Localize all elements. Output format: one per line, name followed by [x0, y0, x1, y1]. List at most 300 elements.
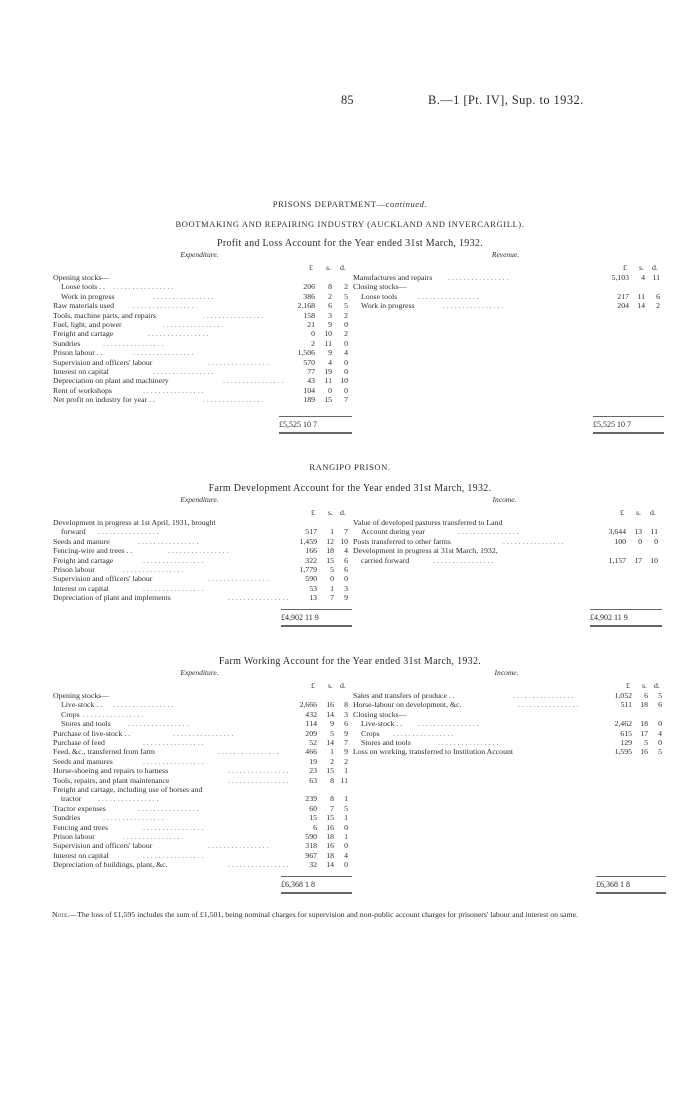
pounds-value: 15: [309, 813, 317, 823]
leader-dots: . . . . . . . . . . . . . . . .: [438, 738, 499, 747]
pence-head: d.: [340, 508, 346, 517]
leader-dots: . . . . . . . . . . . . . . . .: [143, 555, 204, 565]
shillings-value: 1: [330, 583, 334, 593]
pounds-value: 60: [309, 803, 317, 813]
account-row: [353, 282, 664, 291]
pounds-value: 129: [620, 738, 632, 747]
shillings-value: 2: [330, 756, 334, 766]
account-row: [353, 691, 666, 700]
row-label: Loose tools . .: [61, 282, 105, 292]
pence-value: 1: [344, 794, 348, 804]
account-row: [53, 813, 352, 822]
shillings-value: 13: [634, 527, 642, 537]
row-label: Prison labour: [53, 832, 95, 841]
row-label: Tools, repairs, and plant maintenance: [53, 775, 170, 785]
pounds-value: 32: [309, 860, 317, 870]
pence-value: 5: [658, 691, 662, 700]
account-row: [53, 292, 352, 301]
leader-dots: . . . . . . . . . . . . . . . .: [518, 700, 579, 710]
row-label: Seeds and manure: [53, 536, 110, 546]
pence-head: d.: [340, 263, 346, 272]
account-row: [53, 766, 352, 775]
account-row: [53, 776, 352, 785]
row-label: Horse-shoeing and repairs to harness: [53, 766, 169, 776]
shillings-value: 14: [326, 709, 334, 719]
shillings-value: 16: [326, 822, 334, 832]
leader-dots: . . . . . . . . . . . . . . . .: [513, 691, 574, 700]
pounds-value: 322: [305, 555, 317, 565]
leader-dots: . . . . . . . . . . . . . . . .: [143, 850, 204, 860]
shillings-value: 15: [324, 395, 332, 405]
leader-dots: . . . . . . . . . . . . . . . .: [113, 282, 174, 292]
pounds-value: 53: [309, 583, 317, 593]
pence-value: 0: [344, 860, 348, 870]
leader-dots: . . . . . . . . . . . . . . . .: [393, 728, 454, 738]
row-label: Net profit on industry for year . .: [53, 395, 155, 405]
row-label: Prison labour . .: [53, 348, 103, 358]
pound-head: £: [311, 681, 315, 690]
pence-value: 7: [344, 738, 348, 747]
account-row: [53, 804, 352, 813]
pence-value: 0: [344, 338, 348, 348]
row-label: Raw materials used: [53, 301, 115, 311]
leader-dots: . . . . . . . . . . . . . . . .: [98, 794, 159, 804]
pounds-value: 189: [303, 395, 315, 405]
pence-value: 2: [344, 329, 348, 339]
total-double-rule: [596, 892, 666, 894]
row-label: Development in progress at 31st March, 1932,: [353, 546, 498, 556]
shillings-value: 5: [644, 738, 648, 747]
shillings-value: 9: [330, 719, 334, 729]
pounds-value: 466: [305, 747, 317, 757]
row-label: Manufactures and repairs: [353, 273, 433, 282]
pence-value: 5: [344, 291, 348, 301]
total-amount: £6,368 1 8: [281, 880, 315, 889]
pence-value: 0: [344, 367, 348, 376]
pence-value: 4: [344, 348, 348, 358]
account-row: [353, 546, 662, 555]
leader-dots: . . . . . . . . . . . . . . . .: [228, 766, 289, 776]
pence-head: d.: [340, 681, 346, 690]
account-row: [53, 537, 352, 546]
shillings-value: 17: [634, 555, 642, 565]
pound-head: £: [309, 263, 313, 272]
pounds-value: 21: [307, 320, 315, 329]
shillings-value: 19: [324, 367, 332, 376]
shillings-value: 5: [330, 565, 334, 574]
pounds-value: 206: [303, 282, 315, 292]
total-rule: [281, 876, 352, 877]
row-label: Purchase of feed: [53, 738, 105, 747]
row-label: Supervision and officers' labour: [53, 574, 153, 584]
account-row: [353, 747, 666, 756]
pence-head: d.: [650, 508, 656, 517]
total-amount: £5,525 10 7: [593, 420, 631, 429]
account-row: [53, 546, 352, 555]
prison-title: RANGIPO PRISON.: [309, 462, 391, 472]
account-row: [353, 710, 666, 719]
leader-dots: . . . . . . . . . . . . . . . .: [138, 803, 199, 813]
leader-dots: . . . . . . . . . . . . . . . .: [443, 301, 504, 311]
pounds-value: 615: [620, 728, 632, 738]
account-row: [53, 710, 352, 719]
account-row: [53, 518, 352, 527]
account-row: [53, 311, 352, 320]
shillings-value: 9: [328, 348, 332, 358]
column-heading: Income.: [492, 495, 517, 504]
farm-working-account-title: Farm Working Account for the Year ended 31st March, 1932.: [218, 656, 482, 667]
shillings-value: 15: [326, 766, 334, 776]
account-row: [53, 320, 352, 329]
shilling-head: s.: [326, 263, 331, 272]
pence-value: 6: [656, 291, 660, 301]
pound-head: £: [623, 263, 627, 272]
pence-value: 11: [652, 273, 660, 282]
shillings-value: 14: [326, 738, 334, 747]
leader-dots: . . . . . . . . . . . . . . . .: [418, 719, 479, 729]
pence-value: 11: [340, 775, 348, 785]
row-label: Supervision and officers' labour: [53, 357, 153, 367]
pound-head: £: [626, 681, 630, 690]
pence-value: 3: [344, 583, 348, 593]
leader-dots: . . . . . . . . . . . . . . . .: [83, 709, 144, 719]
leader-dots: . . . . . . . . . . . . . . . .: [113, 700, 174, 710]
shillings-value: 1: [330, 747, 334, 757]
pence-value: 2: [344, 282, 348, 292]
pounds-value: 432: [305, 709, 317, 719]
leader-dots: . . . . . . . . . . . . . . . .: [143, 385, 204, 395]
pence-head: d.: [654, 681, 660, 690]
row-label: Prison labour: [53, 565, 95, 574]
pence-value: 1: [344, 813, 348, 823]
pounds-value: 590: [305, 832, 317, 841]
shillings-value: 1: [330, 527, 334, 537]
row-label: Opening stocks—: [53, 273, 110, 282]
pence-value: 0: [344, 574, 348, 584]
shillings-value: 8: [328, 282, 332, 292]
row-label: Purchase of live-stock . .: [53, 728, 131, 738]
total-amount: £4,902 11 9: [590, 613, 628, 622]
pounds-value: 2: [311, 338, 315, 348]
pence-value: 2: [656, 301, 660, 311]
shillings-value: 15: [326, 813, 334, 823]
leader-dots: . . . . . . . . . . . . . . . .: [98, 527, 159, 537]
pounds-value: 6: [313, 822, 317, 832]
pence-value: 6: [344, 555, 348, 565]
total-amount: £5,525 10 7: [279, 420, 317, 429]
account-row: [53, 556, 352, 565]
pounds-value: 1,459: [299, 536, 317, 546]
leader-dots: . . . . . . . . . . . . . . . .: [168, 546, 229, 556]
account-row: [53, 691, 352, 700]
pence-value: 0: [658, 719, 662, 729]
total-double-rule: [279, 432, 352, 434]
account-row: [53, 386, 352, 395]
pence-value: 0: [344, 357, 348, 367]
pounds-value: 158: [303, 310, 315, 320]
account-row: [53, 282, 352, 291]
pence-value: 9: [344, 728, 348, 738]
total-rule: [281, 609, 352, 610]
row-label: Depreciation of plant and implements: [53, 593, 171, 603]
pounds-value: 0: [311, 329, 315, 339]
row-label: Sundries: [53, 338, 81, 348]
footnote: [52, 910, 644, 920]
total-double-rule: [590, 625, 662, 627]
shillings-value: 16: [640, 747, 648, 757]
shillings-value: 8: [330, 775, 334, 785]
shillings-value: 14: [326, 860, 334, 870]
pound-head: £: [620, 508, 624, 517]
shilling-head: s.: [328, 681, 333, 690]
pence-value: 0: [658, 738, 662, 747]
footnote-label: Note.: [52, 910, 70, 919]
account-row: [53, 574, 352, 583]
account-row: [53, 729, 352, 738]
leader-dots: . . . . . . . . . . . . . . . .: [228, 860, 289, 870]
pence-value: 7: [344, 527, 348, 537]
leader-dots: . . . . . . . . . . . . . . . .: [133, 301, 194, 311]
shillings-value: 11: [324, 376, 332, 386]
leader-dots: . . . . . . . . . . . . . . . .: [433, 555, 494, 565]
account-row: [53, 376, 352, 385]
pounds-value: 239: [305, 794, 317, 804]
column-heading: Income.: [494, 668, 519, 677]
pence-head: d.: [652, 263, 658, 272]
account-row: [353, 301, 664, 310]
account-row: [53, 719, 352, 728]
leader-dots: . . . . . . . . . . . . . . . .: [103, 813, 164, 823]
pounds-value: 217: [617, 291, 629, 301]
shillings-value: 10: [324, 329, 332, 339]
account-row: [53, 584, 352, 593]
shilling-head: s.: [328, 508, 333, 517]
row-label: Interest on capital: [53, 583, 109, 593]
pence-value: 11: [650, 527, 658, 537]
shillings-value: 7: [330, 803, 334, 813]
shilling-head: s.: [642, 681, 647, 690]
account-row: [53, 794, 352, 803]
account-row: [53, 565, 352, 574]
row-label: Stores and tools: [61, 719, 111, 729]
row-label: Closing stocks—: [353, 709, 407, 719]
pence-value: 2: [344, 310, 348, 320]
leader-dots: . . . . . . . . . . . . . . . .: [143, 822, 204, 832]
pound-head: £: [311, 508, 315, 517]
account-row: [53, 757, 352, 766]
leader-dots: . . . . . . . . . . . . . . . .: [143, 756, 204, 766]
pence-value: 10: [340, 536, 348, 546]
account-row: [53, 738, 352, 747]
leader-dots: . . . . . . . . . . . . . . . .: [208, 574, 269, 584]
pence-value: 8: [344, 700, 348, 710]
row-label: Horse-labour on development, &c.: [353, 700, 462, 710]
department-continued: continued.: [385, 199, 428, 209]
leader-dots: . . . . . . . . . . . . . . . .: [223, 376, 284, 386]
row-label: Interest on capital: [53, 850, 109, 860]
pounds-value: 511: [620, 700, 632, 710]
pounds-value: 63: [309, 775, 317, 785]
total-double-rule: [593, 432, 664, 434]
row-label: Seeds and manures: [53, 756, 113, 766]
pounds-value: 204: [617, 301, 629, 311]
column-heading: Expenditure.: [180, 495, 219, 504]
pence-value: 1: [344, 766, 348, 776]
shillings-value: 4: [641, 273, 645, 282]
shillings-value: 15: [326, 555, 334, 565]
pounds-value: 77: [307, 367, 315, 376]
account-row: [53, 841, 352, 850]
shillings-value: 17: [640, 728, 648, 738]
shillings-value: 3: [328, 310, 332, 320]
leader-dots: . . . . . . . . . . . . . . . .: [218, 747, 279, 757]
shillings-value: 4: [328, 357, 332, 367]
shillings-value: 0: [328, 385, 332, 395]
pence-value: 4: [344, 850, 348, 860]
pence-value: 10: [650, 555, 658, 565]
shillings-value: 18: [326, 850, 334, 860]
pounds-value: 114: [305, 719, 317, 729]
leader-dots: . . . . . . . . . . . . . . . .: [208, 841, 269, 851]
row-label: Supervision and officers' labour: [53, 841, 153, 851]
pounds-value: 1,052: [614, 691, 632, 700]
pounds-value: 1,779: [299, 565, 317, 574]
account-row: [353, 729, 666, 738]
shillings-value: 18: [640, 700, 648, 710]
leader-dots: . . . . . . . . . . . . . . . .: [163, 320, 224, 329]
row-label: Work in progress: [361, 301, 415, 311]
leader-dots: . . . . . . . . . . . . . . . .: [128, 719, 189, 729]
pence-value: 10: [340, 376, 348, 386]
pounds-value: 23: [309, 766, 317, 776]
shillings-value: 12: [326, 536, 334, 546]
pence-value: 7: [344, 395, 348, 405]
pence-value: 0: [654, 536, 658, 546]
row-label: Loss on working, transferred to Institution Account: [353, 747, 514, 757]
pence-value: 5: [344, 803, 348, 813]
account-row: [353, 738, 666, 747]
row-label: forward: [61, 527, 86, 537]
row-label: Rent of workshops: [53, 385, 112, 395]
row-label: Fencing-wire and trees . .: [53, 546, 133, 556]
column-heading: Expenditure.: [180, 668, 219, 677]
account-row: [53, 700, 352, 709]
leader-dots: . . . . . . . . . . . . . . . .: [448, 273, 509, 282]
pence-value: 5: [658, 747, 662, 757]
profit-loss-account-title: Profit and Loss Account for the Year ended 31st March, 1932.: [216, 238, 483, 249]
total-rule: [596, 876, 666, 877]
total-rule: [590, 609, 662, 610]
pounds-value: 52: [309, 738, 317, 747]
pence-value: 6: [658, 700, 662, 710]
pounds-value: 517: [305, 527, 317, 537]
total-rule: [279, 416, 352, 417]
page-number: 85: [341, 93, 354, 107]
leader-dots: . . . . . . . . . . . . . . . .: [458, 527, 519, 537]
pence-value: 0: [344, 385, 348, 395]
account-row: [53, 395, 352, 404]
shillings-value: 0: [638, 536, 642, 546]
leader-dots: . . . . . . . . . . . . . . . .: [153, 367, 214, 376]
pounds-value: 590: [305, 574, 317, 584]
account-row: [53, 860, 352, 869]
account-row: [53, 747, 352, 756]
department-title: [0, 199, 700, 209]
pence-value: 1: [344, 832, 348, 841]
row-label: Feed, &c., transferred from farm: [53, 747, 155, 757]
row-label: Tools, machine parts, and repairs: [53, 310, 156, 320]
row-label: Closing stocks—: [353, 282, 407, 292]
row-label: Opening stocks—: [53, 691, 110, 700]
account-row: [353, 556, 662, 565]
leader-dots: . . . . . . . . . . . . . . . .: [208, 357, 269, 367]
total-amount: £4,902 11 9: [281, 613, 319, 622]
row-label: Value of developed pastures transferred to Land: [353, 518, 503, 527]
leader-dots: . . . . . . . . . . . . . . . .: [143, 583, 204, 593]
pounds-value: 3,644: [608, 527, 626, 537]
row-label: Work in progress: [61, 291, 115, 301]
leader-dots: . . . . . . . . . . . . . . . .: [418, 291, 479, 301]
row-label: Freight and cartage: [53, 555, 114, 565]
leader-dots: . . . . . . . . . . . . . . . .: [133, 348, 194, 358]
total-rule: [593, 416, 664, 417]
row-label: Sundries: [53, 813, 81, 823]
account-row: [353, 527, 662, 536]
account-row: [353, 292, 664, 301]
account-row: [53, 348, 352, 357]
farm-development-account-title: Farm Development Account for the Year ended 31st March, 1932.: [208, 483, 492, 494]
shillings-value: 16: [326, 841, 334, 851]
shillings-value: 8: [330, 794, 334, 804]
account-row: [353, 700, 666, 709]
leader-dots: . . . . . . . . . . . . . . . .: [153, 291, 214, 301]
account-row: [53, 329, 352, 338]
shillings-value: 18: [640, 719, 648, 729]
leader-dots: . . . . . . . . . . . . . . . .: [173, 728, 234, 738]
total-double-rule: [281, 625, 352, 627]
account-row: [353, 273, 664, 282]
account-row: [53, 358, 352, 367]
leader-dots: . . . . . . . . . . . . . . . .: [228, 593, 289, 603]
pounds-value: 19: [309, 756, 317, 766]
shillings-value: 18: [326, 832, 334, 841]
row-label: Freight and cartage, including use of horses and: [53, 785, 203, 794]
pence-value: 6: [344, 719, 348, 729]
pounds-value: 166: [305, 546, 317, 556]
shillings-value: 0: [330, 574, 334, 584]
account-row: [53, 823, 352, 832]
leader-dots: . . . . . . . . . . . . . . . .: [503, 536, 564, 546]
account-row: [353, 518, 662, 527]
row-label: Freight and cartage: [53, 329, 114, 339]
pounds-value: 1,157: [608, 555, 626, 565]
footnote-text: —The loss of £1,595 includes the sum of £1,501, being nominal charges for supervision and non-public account charges for prisoners' labour and interest on same.: [69, 910, 578, 919]
pounds-value: 104: [303, 385, 315, 395]
pounds-value: 209: [305, 728, 317, 738]
pence-value: 3: [344, 709, 348, 719]
account-row: [53, 527, 352, 536]
pounds-value: 1,506: [297, 348, 315, 358]
pence-value: 0: [344, 841, 348, 851]
shillings-value: 2: [328, 291, 332, 301]
shillings-value: 6: [328, 301, 332, 311]
pence-value: 4: [658, 728, 662, 738]
leader-dots: . . . . . . . . . . . . . . . .: [228, 775, 289, 785]
shillings-value: 18: [326, 546, 334, 556]
column-heading: Expenditure.: [180, 250, 219, 259]
row-label: Depreciation on plant and machinery: [53, 376, 169, 386]
leader-dots: . . . . . . . . . . . . . . . .: [203, 310, 264, 320]
